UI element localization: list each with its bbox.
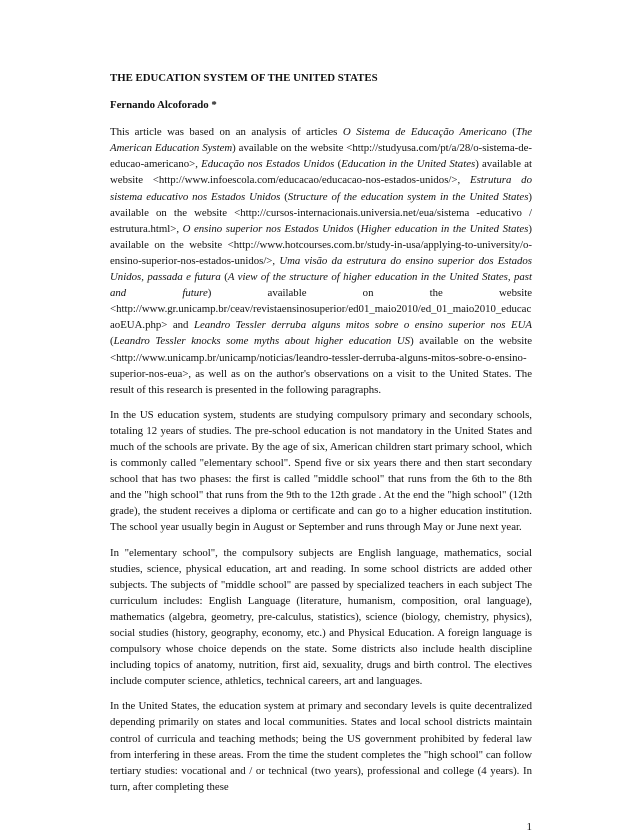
document-body xyxy=(110,70,532,804)
intro-segment: Educação nos Estados Unidos xyxy=(201,158,335,171)
intro-segment: The American Education System xyxy=(110,126,533,155)
intro-segment: ) available at website <http://www.infoescola.com/educacao/educacao-nos-estados-unidos/>, xyxy=(110,158,532,187)
body-paragraph-decentralization: In the United States, the education system at primary and secondary levels is quite decentralized depending primarily on states and local communities. States and local school districts maintain control of curricula and teaching methods; being the US government prohibited by federal law from interfering in these areas. From the time the student completes the "high school" can follow tertiary studies: vocational and / or technical (two years), professional and college (4 years). In turn, after completing these xyxy=(110,700,532,793)
intro-segment: Leandro Tessler derruba alguns mitos sobre o ensino superior nos EUA xyxy=(193,319,532,332)
body-paragraph-primary-secondary: In the US education system, students are studying compulsory primary and secondary schools, totaling 12 years of studies. The pre-school education is not mandatory in the United States and much of the schools are private. By the age of six, American children start primary school, which is commonly called "elementary school". Spend five or six years there and then start secondary school that has two phases: the first is called "middle school" that runs from the 6th to the 8th and the "high school" that runs from the 9th to the 12th grade . At the end the "high school" (12th grade), the student receives a diploma or certificate and can go to a higher education institution. The school year usually begin in August or September and runs through May or June next year. xyxy=(110,408,532,534)
intro-segment: ( xyxy=(353,222,361,235)
document-author: Fernando Alcoforado * xyxy=(110,99,217,112)
intro-segment: ) available on the website <http://www.hotcourses.com.br/study-in-usa/applying-to-university/o-ensino-superior-nos-estados-unidos/>, xyxy=(110,222,532,267)
intro-segment: Uma visão da estrutura do ensino superior dos Estados Unidos, passada e futura xyxy=(110,254,532,284)
intro-segment: ) available on the website <http://www.gr.unicamp.br/ceav/revistaensinosuperior/ed01_maio2010/ed_01_maio2010_educacaoEUA.php> and xyxy=(110,287,532,332)
intro-segment: Estrutura do sistema educativo nos Estados Unidos xyxy=(110,174,532,203)
intro-segment: ( xyxy=(280,190,288,203)
document-title: THE EDUCATION SYSTEM OF THE UNITED STATES xyxy=(110,72,378,84)
body-paragraph-subjects: In "elementary school", the compulsory subjects are English language, mathematics, social studies, science, physical education, art and reading. In some school districts are added other subjects. The subjects of "middle school" are passed by specialized teachers in each subject The curriculum includes: English Language (literature, humanism, composition, oral language), mathematics (algebra, geometry, pre-calculus, statistics), science (biology, chemistry, physics), social studies (history, geography, economy, etc.) and Physical Education. A foreign language is compulsory whose choice depends on the state. Some districts also include health discipline including topics of anatomy, nutrition, first aid, sexuality, drugs and birth control. The electives include computer science, athletics, technical careers, art and languages. xyxy=(110,546,532,688)
intro-segment: O ensino superior nos Estados Unidos xyxy=(182,222,354,235)
intro-segment: ( xyxy=(334,158,342,171)
intro-segment: Higher education in the United States xyxy=(360,222,529,235)
intro-segment: ( xyxy=(110,335,114,348)
intro-segment: O Sistema de Educação Americano xyxy=(342,126,507,139)
intro-segment: A view of the structure of higher education in the United States, past and future xyxy=(110,271,532,300)
intro-segment: ) available on the website <http://cursos-internacionais.universia.net/eua/sistema -educativo / estrutura.html>, xyxy=(110,190,533,235)
intro-paragraph xyxy=(110,124,532,398)
intro-segment: ( xyxy=(506,126,516,139)
intro-segment: ) available on the website <http://www.unicamp.br/unicamp/noticias/leandro-tessler-derruba-alguns-mitos-sobre-o-ensino-superior-nos-eua>, as well as on the author's observations on a visit to the United States. The result of this research is presented in the following paragraphs. xyxy=(110,335,533,396)
intro-segment: This article was based on an analysis of articles xyxy=(110,126,343,139)
intro-segment: Leandro Tessler knocks some myths about higher education US xyxy=(113,335,411,348)
intro-segment: Education in the United States xyxy=(341,158,476,171)
page-number: 1 xyxy=(526,821,532,833)
intro-segment: Structure of the education system in the United States xyxy=(287,190,529,203)
intro-segment: ( xyxy=(220,271,228,284)
intro-segment: ) available on the website <http://studyusa.com/pt/a/28/o-sistema-de-educao-americano>, xyxy=(110,142,532,171)
